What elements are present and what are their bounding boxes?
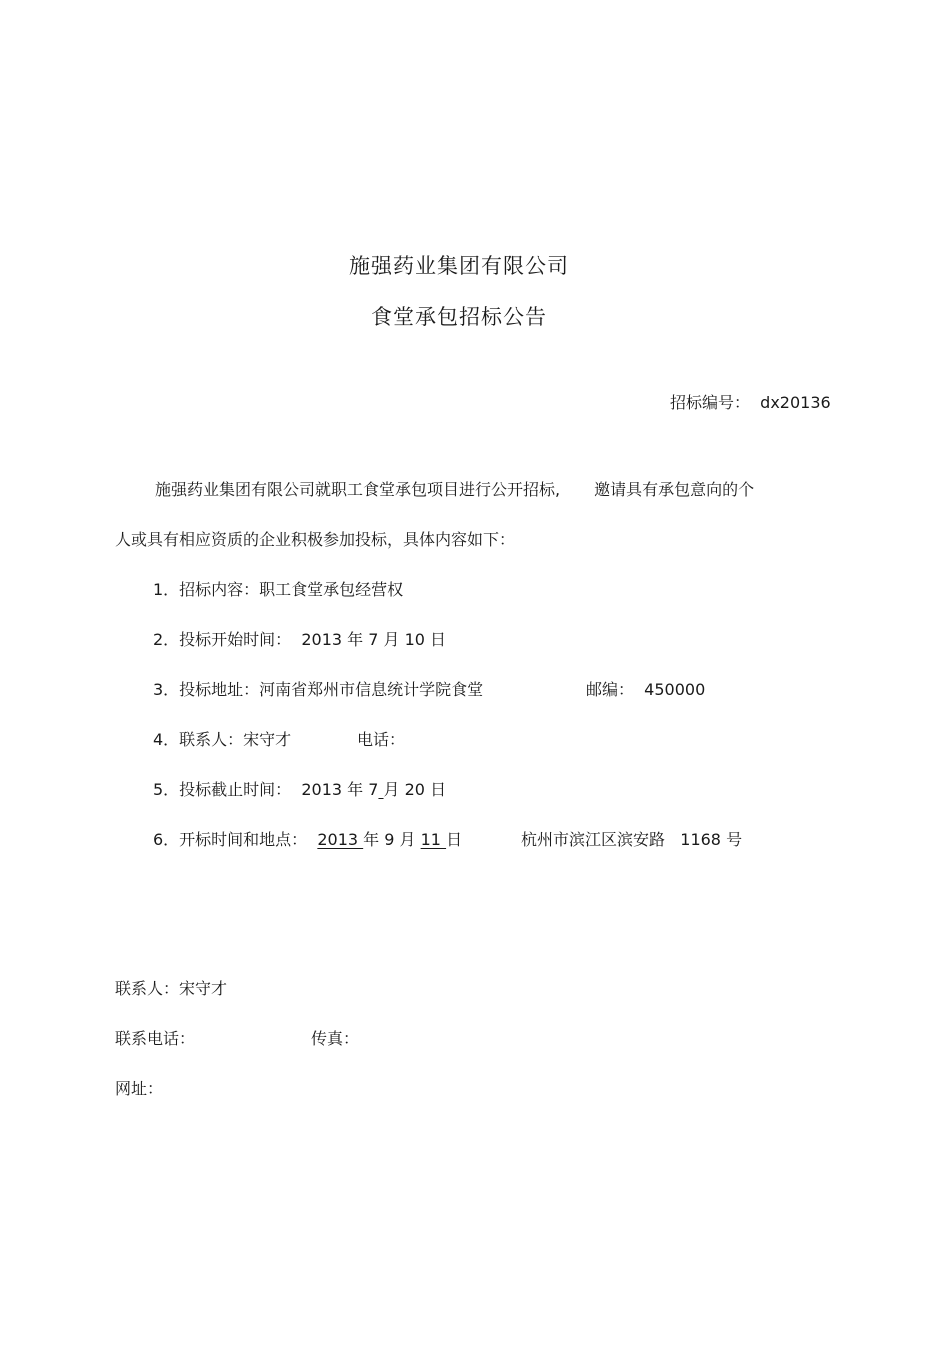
- intro-line-1-part-a: 施强药业集团有限公司就职工食堂承包项目进行公开招标,: [155, 480, 561, 499]
- opening-label: 6．开标时间和地点：: [153, 830, 318, 849]
- intro-line-1-part-b: 邀请具有承包意向的个: [594, 480, 755, 499]
- opening-month: 年 9 月: [363, 830, 421, 849]
- item-bid-address: 3．投标地址：河南省郑州市信息统计学院食堂: [153, 680, 484, 699]
- intro-line-2: 人或具有相应资质的企业积极参加投标，具体内容如下：: [115, 530, 516, 549]
- footer-website-label: 网址：: [115, 1079, 164, 1098]
- opening-year: 2013: [317, 830, 364, 849]
- item-bid-start-time: 2．投标开始时间： 2013 年 7 月 10 日: [153, 630, 447, 649]
- opening-day: 11: [420, 830, 447, 849]
- postcode: 邮编： 450000: [586, 680, 706, 699]
- item-bid-deadline: [153, 777, 446, 800]
- item-contact-person: 4．联系人：宋守才: [153, 730, 292, 749]
- deadline-text-a: 5．投标截止时间： 2013 年 7: [153, 780, 379, 799]
- opening-place: 杭州市滨江区滨安路 1168 号: [521, 830, 743, 849]
- item-bid-content: 1．招标内容：职工食堂承包经营权: [153, 580, 404, 599]
- company-name-heading: 施强药业集团有限公司: [349, 254, 569, 278]
- notice-title: 食堂承包招标公告: [371, 305, 547, 329]
- deadline-text-b: 月 20 日: [383, 780, 447, 799]
- footer-contact-person: 联系人：宋守才: [115, 979, 228, 998]
- footer-phone-label: 联系电话：: [115, 1029, 196, 1048]
- item-phone-label: 电话：: [357, 730, 406, 749]
- item-opening-time-place: [153, 827, 462, 850]
- bid-number: 招标编号： dx20136: [670, 393, 831, 412]
- footer-fax-label: 传真：: [311, 1029, 360, 1048]
- opening-day-suffix: 日: [446, 830, 463, 849]
- intro-line-1: [155, 477, 755, 500]
